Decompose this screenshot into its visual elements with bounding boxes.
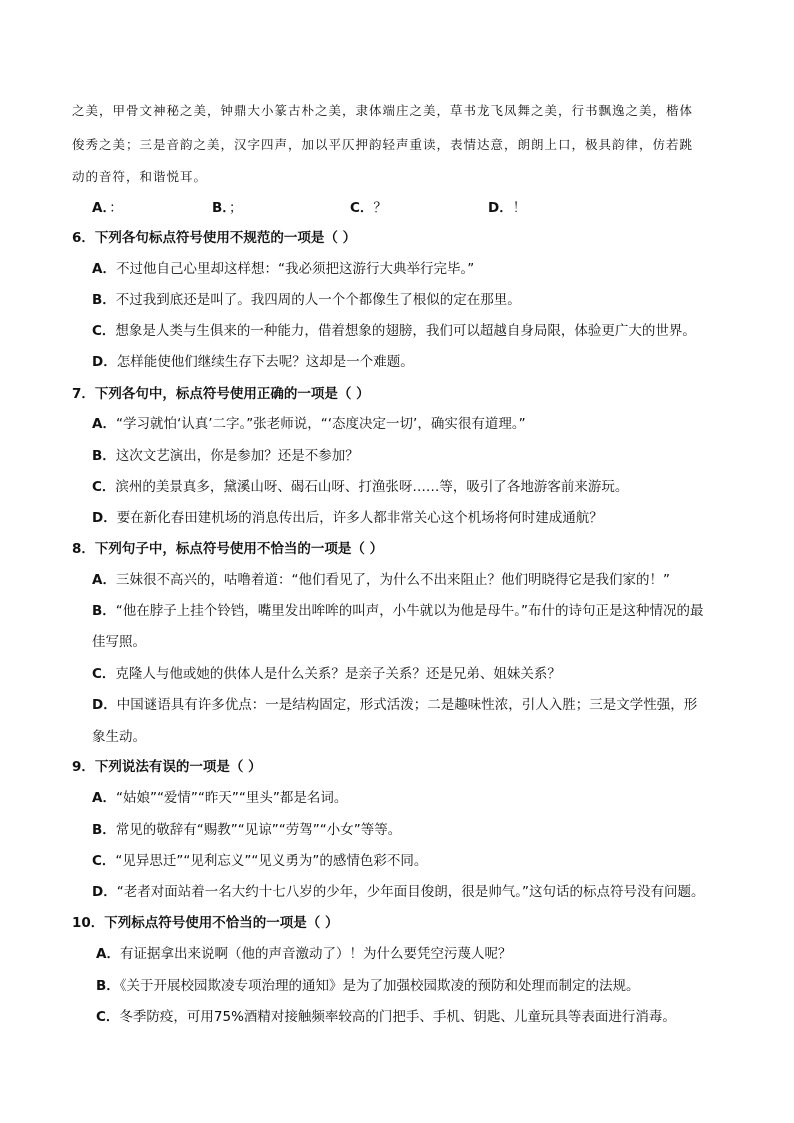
option-item: B．“他在脖子上挂个铃铛，嘴里发出哞哞的叫声，小牛就以为他是母牛。”布什的诗句正是这种情况的最 bbox=[92, 603, 704, 619]
option-item: D．“老者对面站着一名大约十七八岁的少年，少年面目俊朗，很是帅气。”这句话的标点符号没有问题。 bbox=[92, 884, 705, 900]
option-continuation: 佳写照。 bbox=[92, 634, 146, 650]
option-item: D．要在新化春田建机场的消息传出后，许多人都非常关心这个机场将何时建成通航？ bbox=[92, 510, 603, 526]
passage-line: 俊秀之美；三是音韵之美，汉字四声，加以平仄押韵轻声重读，表情达意，朗朗上口，极具韵律，仿若跳 bbox=[72, 137, 694, 152]
q5-option-d: D．！ bbox=[488, 200, 527, 216]
question-stem: 7．下列各句中，标点符号使用正确的一项是（ ） bbox=[72, 386, 370, 402]
passage-line: 之美，甲骨文神秘之美，钟鼎大小篆古朴之美，隶体端庄之美，草书龙飞凤舞之美，行书飘逸之美，楷体 bbox=[72, 103, 694, 118]
option-item: A．有证据拿出来说啊（他的声音激动了）！为什么要凭空污蔑人呢？ bbox=[96, 946, 512, 962]
option-item: D．怎样能使他们继续生存下去呢？这却是一个难题。 bbox=[92, 354, 414, 370]
option-item: A．“姑娘”“爱情”“昨天”“里头”都是名词。 bbox=[92, 790, 348, 806]
option-item: B．不过我到底还是叫了。我四周的人一个个都像生了根似的定在那里。 bbox=[92, 292, 521, 308]
option-continuation: 象生动。 bbox=[92, 729, 146, 745]
option-item: C．“见异思迁”“见利忘义”“见义勇为”的感情色彩不同。 bbox=[92, 853, 428, 869]
option-item: C．克隆人与他或她的供体人是什么关系？是亲子关系？还是兄弟、姐妹关系？ bbox=[92, 666, 561, 682]
option-item: B．《关于开展校园欺凌专项治理的通知》是为了加强校园欺凌的预防和处理而制定的法规。 bbox=[96, 978, 640, 994]
option-item: C．滨州的美景真多，黛溪山呀、碣石山呀、打渔张呀……等，吸引了各地游客前来游玩。 bbox=[92, 479, 629, 495]
option-item: A．三妹很不高兴的，咕噜着道：“他们看见了，为什么不出来阻止？他们明晓得它是我们家的！” bbox=[92, 572, 670, 588]
question-stem: 8．下列句子中，标点符号使用不恰当的一项是（ ） bbox=[72, 541, 384, 557]
option-item: B．这次文艺演出，你是参加？还是不参加？ bbox=[92, 448, 359, 464]
option-item: C．想象是人类与生俱来的一种能力，借着想象的翅膀，我们可以超越自身局限，体验更广大的世界。 bbox=[92, 323, 696, 339]
question-stem: 6．下列各句标点符号使用不规范的一项是（ ） bbox=[72, 230, 357, 246]
question-stem: 9．下列说法有误的一项是（ ） bbox=[72, 759, 262, 775]
passage-line: 动的音符，和谐悦耳。 bbox=[72, 169, 208, 184]
option-item: D．中国谜语具有许多优点：一是结构固定，形式活泼；二是趣味性浓，引人入胜；三是文学性强，形 bbox=[92, 697, 698, 713]
q5-option-b: B．； bbox=[212, 200, 243, 216]
q5-options-row bbox=[92, 196, 692, 216]
q5-option-c: C．？ bbox=[350, 200, 387, 216]
q5-option-a: A．： bbox=[92, 200, 123, 216]
question-stem: 10．下列标点符号使用不恰当的一项是（ ） bbox=[72, 915, 339, 931]
option-item: A．不过他自己心里却这样想：“我必须把这游行大典举行完毕。” bbox=[92, 261, 475, 277]
option-item: B．常见的敬辞有“赐教”“见谅”“劳驾”“小女”等等。 bbox=[92, 822, 402, 838]
option-item: A．“学习就怕‘认真’二字。”张老师说，“‘态度决定一切’，确实很有道理。” bbox=[92, 416, 526, 432]
option-item: C．冬季防疫，可用75%酒精对接触频率较高的门把手、手机、钥匙、儿童玩具等表面进行消毒。 bbox=[96, 1009, 676, 1025]
